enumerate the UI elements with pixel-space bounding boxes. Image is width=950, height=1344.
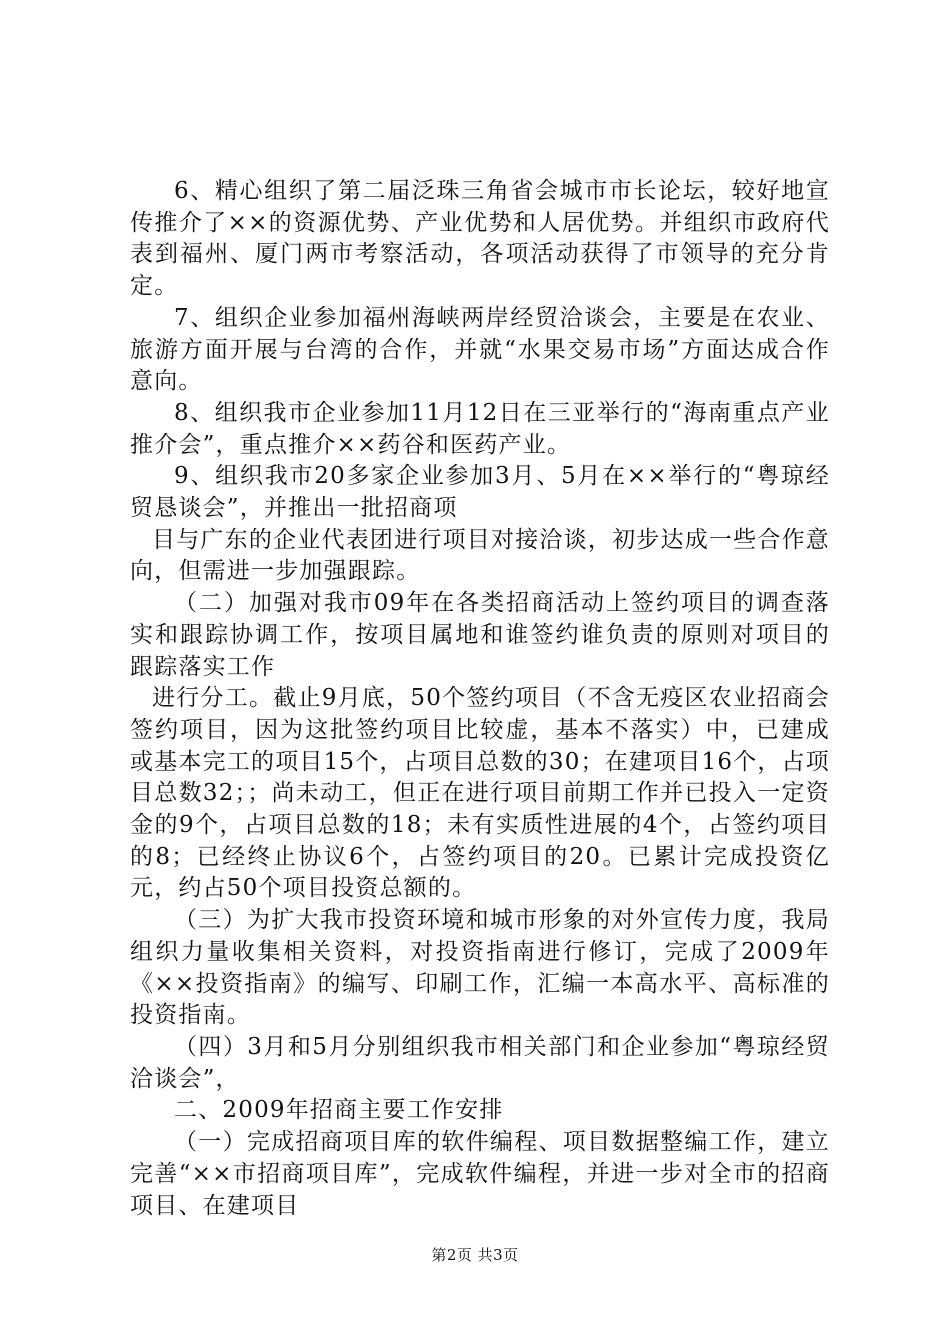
paragraph-item-9: 9、组织我市20多家企业参加3月、5月在××举行的“粤琼经贸恳谈会”，并推出一批招商项 [130, 463, 830, 522]
paragraph-section-2: （二）加强对我市09年在各类招商活动上签约项目的调查落实和跟踪协调工作，按项目属地和谁签约谁负责的原则对项目的跟踪落实工作 [130, 590, 830, 680]
page-number-footer: 第2页 共3页 [431, 1246, 519, 1264]
paragraph-section-2-continued: 进行分工。截止9月底，50个签约项目（不含无疫区农业招商会签约项目，因为这批签约项目比较虚，基本不落实）中，已建成或基本完工的项目15个，占项目总数的30；在建项目16个，占项目总数32；；尚未动工，但正在进行项目前期工作并已投入一定资金的9个，占项目总数的18；未有实质性进展的4个，占签约项目的8；已经终止协议6个，占签约项目的20。已累计完成投资亿元，约占50个项目投资总额的。 [130, 685, 830, 902]
paragraph-item-6: 6、精心组织了第二届泛珠三角省会城市市长论坛，较好地宣传推介了××的资源优势、产业优势和人居优势。并组织市政府代表到福州、厦门两市考察活动，各项活动获得了市领导的充分肯定。 [130, 178, 830, 300]
section-heading-2009-plan: 二、2009年招商主要工作安排 [174, 1097, 504, 1124]
paragraph-item-7: 7、组织企业参加福州海峡两岸经贸洽谈会，主要是在农业、旅游方面开展与台湾的合作，并就“水果交易市场”方面达成合作意向。 [130, 304, 830, 395]
paragraph-section-3: （三）为扩大我市投资环境和城市形象的对外宣传力度，我局组织力量收集相关资料，对投资指南进行修订，完成了2009年《××投资指南》的编写、印刷工作，汇编一本高水平、高标准的投资指南。 [130, 907, 830, 1029]
document-body [130, 176, 830, 1222]
paragraph-section-4: （四）3月和5月分别组织我市相关部门和企业参加“粤琼经贸洽谈会”， [130, 1033, 830, 1092]
paragraph-item-9-continued: 目与广东的企业代表团进行项目对接洽谈，初步达成一些合作意向，但需进一步加强跟踪。 [130, 526, 830, 585]
paragraph-plan-1: （一）完成招商项目库的软件编程、项目数据整编工作，建立完善“××市招商项目库”，完成软件编程，并进一步对全市的招商项目、在建项目 [130, 1129, 830, 1219]
paragraph-item-8: 8、组织我市企业参加11月12日在三亚举行的“海南重点产业推介会”，重点推介××药谷和医药产业。 [130, 399, 830, 458]
